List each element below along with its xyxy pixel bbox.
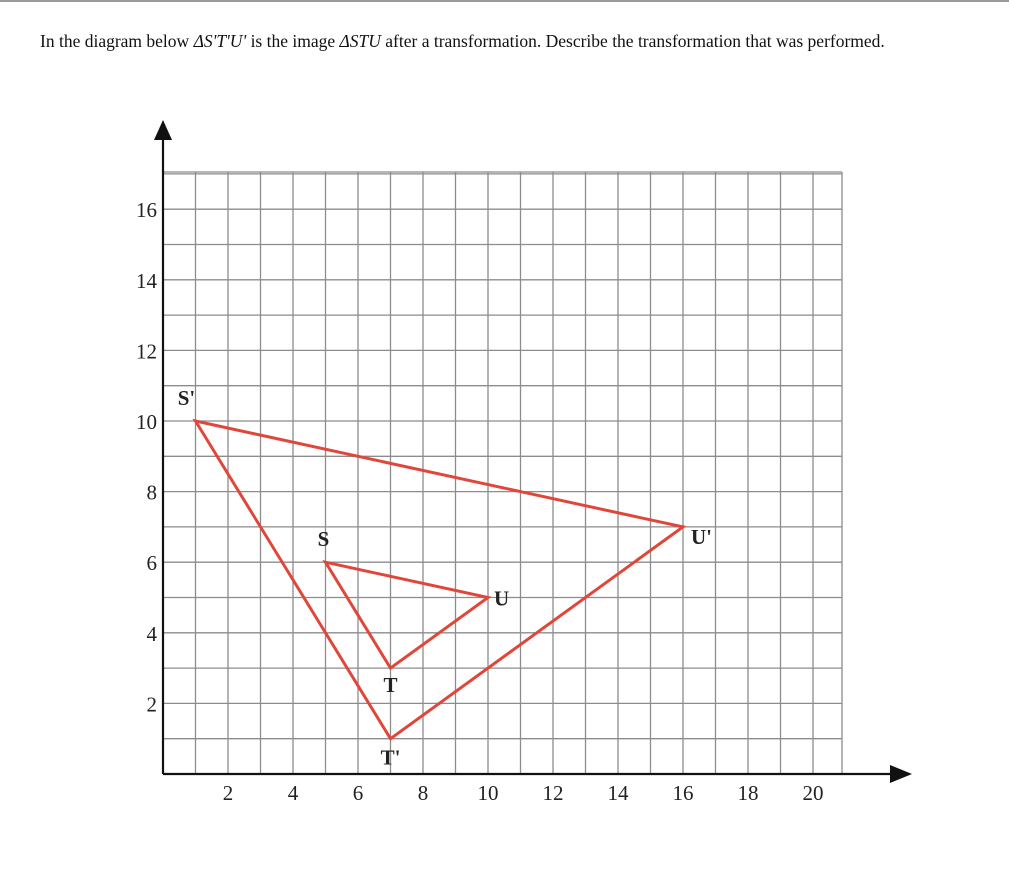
vertex-label: U'	[691, 524, 712, 549]
y-tick-label: 16	[136, 198, 157, 223]
x-tick-label: 10	[477, 781, 499, 805]
x-tick-label: 6	[352, 781, 364, 805]
vertex-label: S'	[177, 386, 196, 410]
axes	[154, 120, 912, 783]
y-tick-label: 14	[136, 268, 157, 293]
vertex-label: U	[494, 586, 510, 611]
tick-labels	[136, 198, 824, 805]
vertex-label: T	[383, 673, 398, 698]
x-tick-label: 12	[542, 781, 564, 805]
x-tick-label: 4	[287, 781, 299, 805]
x-tick-label: 16	[672, 781, 694, 805]
vertex-labels	[178, 386, 712, 770]
y-tick-label: 4	[146, 621, 157, 646]
y-axis-arrow-icon	[154, 120, 172, 140]
pre-image-triangle-name: ΔSTU	[339, 31, 381, 51]
question-part-3: after a transformation. Describe the transformation that was performed.	[385, 31, 885, 51]
y-tick-label: 10	[136, 410, 157, 434]
question-part-2: is the image	[250, 31, 336, 51]
y-tick-label: 6	[146, 551, 157, 576]
x-axis-arrow-icon	[890, 765, 912, 783]
triangles	[196, 421, 684, 739]
y-tick-label: 12	[136, 339, 157, 364]
triangle-stu	[326, 562, 489, 668]
y-tick-label: 8	[146, 480, 157, 505]
x-tick-label: 18	[737, 781, 759, 805]
vertex-label: T'	[380, 745, 401, 770]
x-tick-label: 14	[607, 781, 629, 805]
grid-lines	[163, 172, 842, 774]
question-part-1: In the diagram below	[40, 31, 190, 51]
vertex-label: S	[317, 527, 330, 552]
x-tick-label: 2	[222, 781, 234, 805]
y-tick-label: 2	[146, 692, 157, 717]
x-tick-label: 8	[417, 781, 429, 805]
x-tick-label: 20	[802, 781, 824, 805]
image-triangle-name: ΔS'T'U'	[193, 31, 247, 51]
triangle-sprimetprimeuprime	[196, 421, 684, 739]
